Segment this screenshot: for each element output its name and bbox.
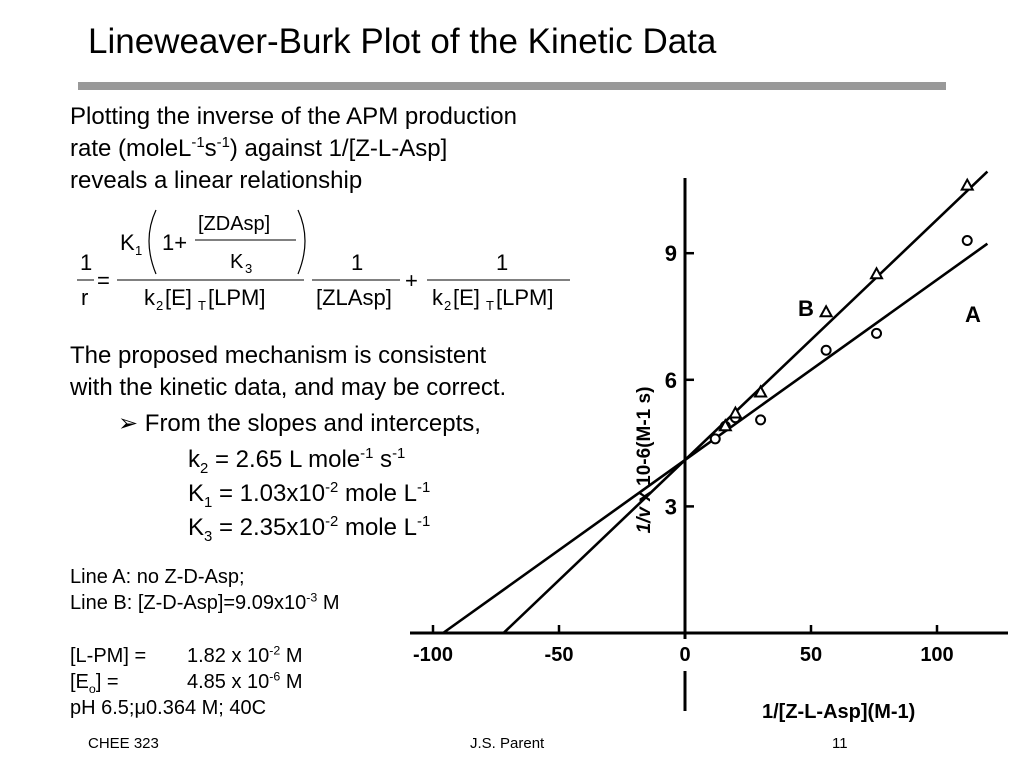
eq-mid-denominator: [ZLAsp]: [316, 285, 392, 310]
data-point-b: [871, 268, 882, 278]
eq-last-LPM: [LPM]: [496, 285, 554, 310]
eq-last-E: [E]: [453, 285, 480, 310]
eq-lhs-numerator: 1: [80, 250, 93, 275]
conditions: [70, 643, 303, 721]
lineweaver-burk-chart: [380, 170, 1020, 730]
data-point-b: [720, 420, 731, 430]
y-tick-label: 3: [664, 494, 677, 520]
bullet-text: From the slopes and intercepts,: [144, 410, 481, 437]
eq-lhs-denominator: r: [81, 285, 89, 310]
data-point-a: [822, 346, 831, 355]
x-tick-label: 100: [920, 644, 954, 666]
eq-LPM: [LPM]: [208, 285, 266, 310]
eq-plus: +: [405, 268, 418, 293]
mechanism-line-2: with the kinetic data, and may be correct.: [70, 374, 507, 401]
data-point-a: [756, 415, 765, 424]
eq-mid-numerator: 1: [351, 250, 364, 275]
x-tick-label: -50: [544, 644, 574, 666]
y-tick-label: 9: [664, 241, 677, 267]
chart-axes: [410, 178, 1008, 711]
y-axis-label: 1/v x 10-6(M-1 s): [634, 386, 655, 534]
data-point-a: [711, 434, 720, 443]
line-legend-text: [70, 564, 339, 616]
y-tick-label: 6: [664, 367, 677, 393]
chart-fit-lines: [443, 172, 987, 633]
footer-course: CHEE 323: [88, 735, 159, 752]
eq-last-E-sub: T: [486, 298, 494, 313]
title-divider: [78, 82, 946, 90]
series-label-a: A: [965, 302, 981, 327]
eq-last-k2-sub: 2: [444, 298, 452, 313]
intro-line-3: reveals a linear relationship: [70, 167, 363, 194]
intro-line-2: rate $(moleL^{-1}s^{-1})$ against 1/[Z-L-Asp]: [70, 135, 448, 162]
eq-one-plus: 1+: [162, 230, 188, 255]
line-a-description: Line A: no Z-D-Asp;: [70, 566, 245, 588]
data-point-a: [872, 329, 881, 338]
eq-last-numerator: 1: [496, 250, 509, 275]
data-point-b: [755, 386, 766, 396]
eq-K3-sub: 3: [245, 261, 253, 276]
eq-E: [E]: [165, 285, 192, 310]
series-label-b: B: [798, 296, 814, 321]
eq-K3: K: [230, 251, 244, 273]
line-b-description: Line B: $[Z-D-Asp]=9.09x10^{-3}$ M: [70, 590, 340, 614]
param-k2: $k_2 = 2.65$ L mole$^{-1}$ $s^{-1}$: [188, 446, 406, 477]
eq-close-paren: [298, 210, 305, 274]
eq-equals: =: [97, 268, 110, 293]
footer-author: J.S. Parent: [470, 735, 545, 752]
eq-inner-numerator: [ZDAsp]: [198, 213, 271, 235]
data-point-a: [963, 236, 972, 245]
condition-eo: $[E_o]$ = 4.85 x $10^{-6}$ M: [70, 669, 303, 696]
condition-lpm: [L-PM] = 1.82 x $10^{-2}$ M: [70, 643, 303, 667]
condition-ph: pH 6.5; μ 0.364 M; 40C: [70, 697, 267, 719]
data-point-b: [962, 180, 973, 190]
eq-K1: K: [120, 230, 135, 255]
param-K1: $K_1 = 1.03x10^{-2}$ mole $L^{-1}$: [188, 480, 431, 511]
eq-last-k2: k: [432, 285, 443, 310]
slide-title: Lineweaver-Burk Plot of the Kinetic Data: [88, 22, 717, 61]
param-K3: $K_3 = 2.35x10^{-2}$ mole $L^{-1}$: [188, 514, 431, 545]
x-axis-label: 1/[Z-L-Asp](M-1): [762, 701, 916, 723]
bullet-arrow-icon: ➢: [118, 410, 139, 437]
eq-E-sub: T: [198, 298, 206, 313]
intro-line-1: Plotting the inverse of the APM production: [70, 103, 517, 130]
x-tick-label: 50: [799, 644, 823, 666]
eq-k2: k: [144, 285, 155, 310]
eq-k2-sub: 2: [156, 298, 164, 313]
eq-K1-sub: 1: [135, 243, 143, 258]
eq-open-paren: [149, 210, 156, 274]
footer-page-number: 11: [832, 735, 848, 752]
mu-symbol: μ: [134, 697, 147, 719]
fit-line-b: [504, 172, 988, 633]
mechanism-line-1: The proposed mechanism is consistent: [70, 342, 487, 369]
chart-labels: [413, 241, 981, 723]
x-tick-label: 0: [679, 644, 691, 666]
data-point-b: [821, 306, 832, 316]
x-tick-label: -100: [412, 644, 454, 666]
